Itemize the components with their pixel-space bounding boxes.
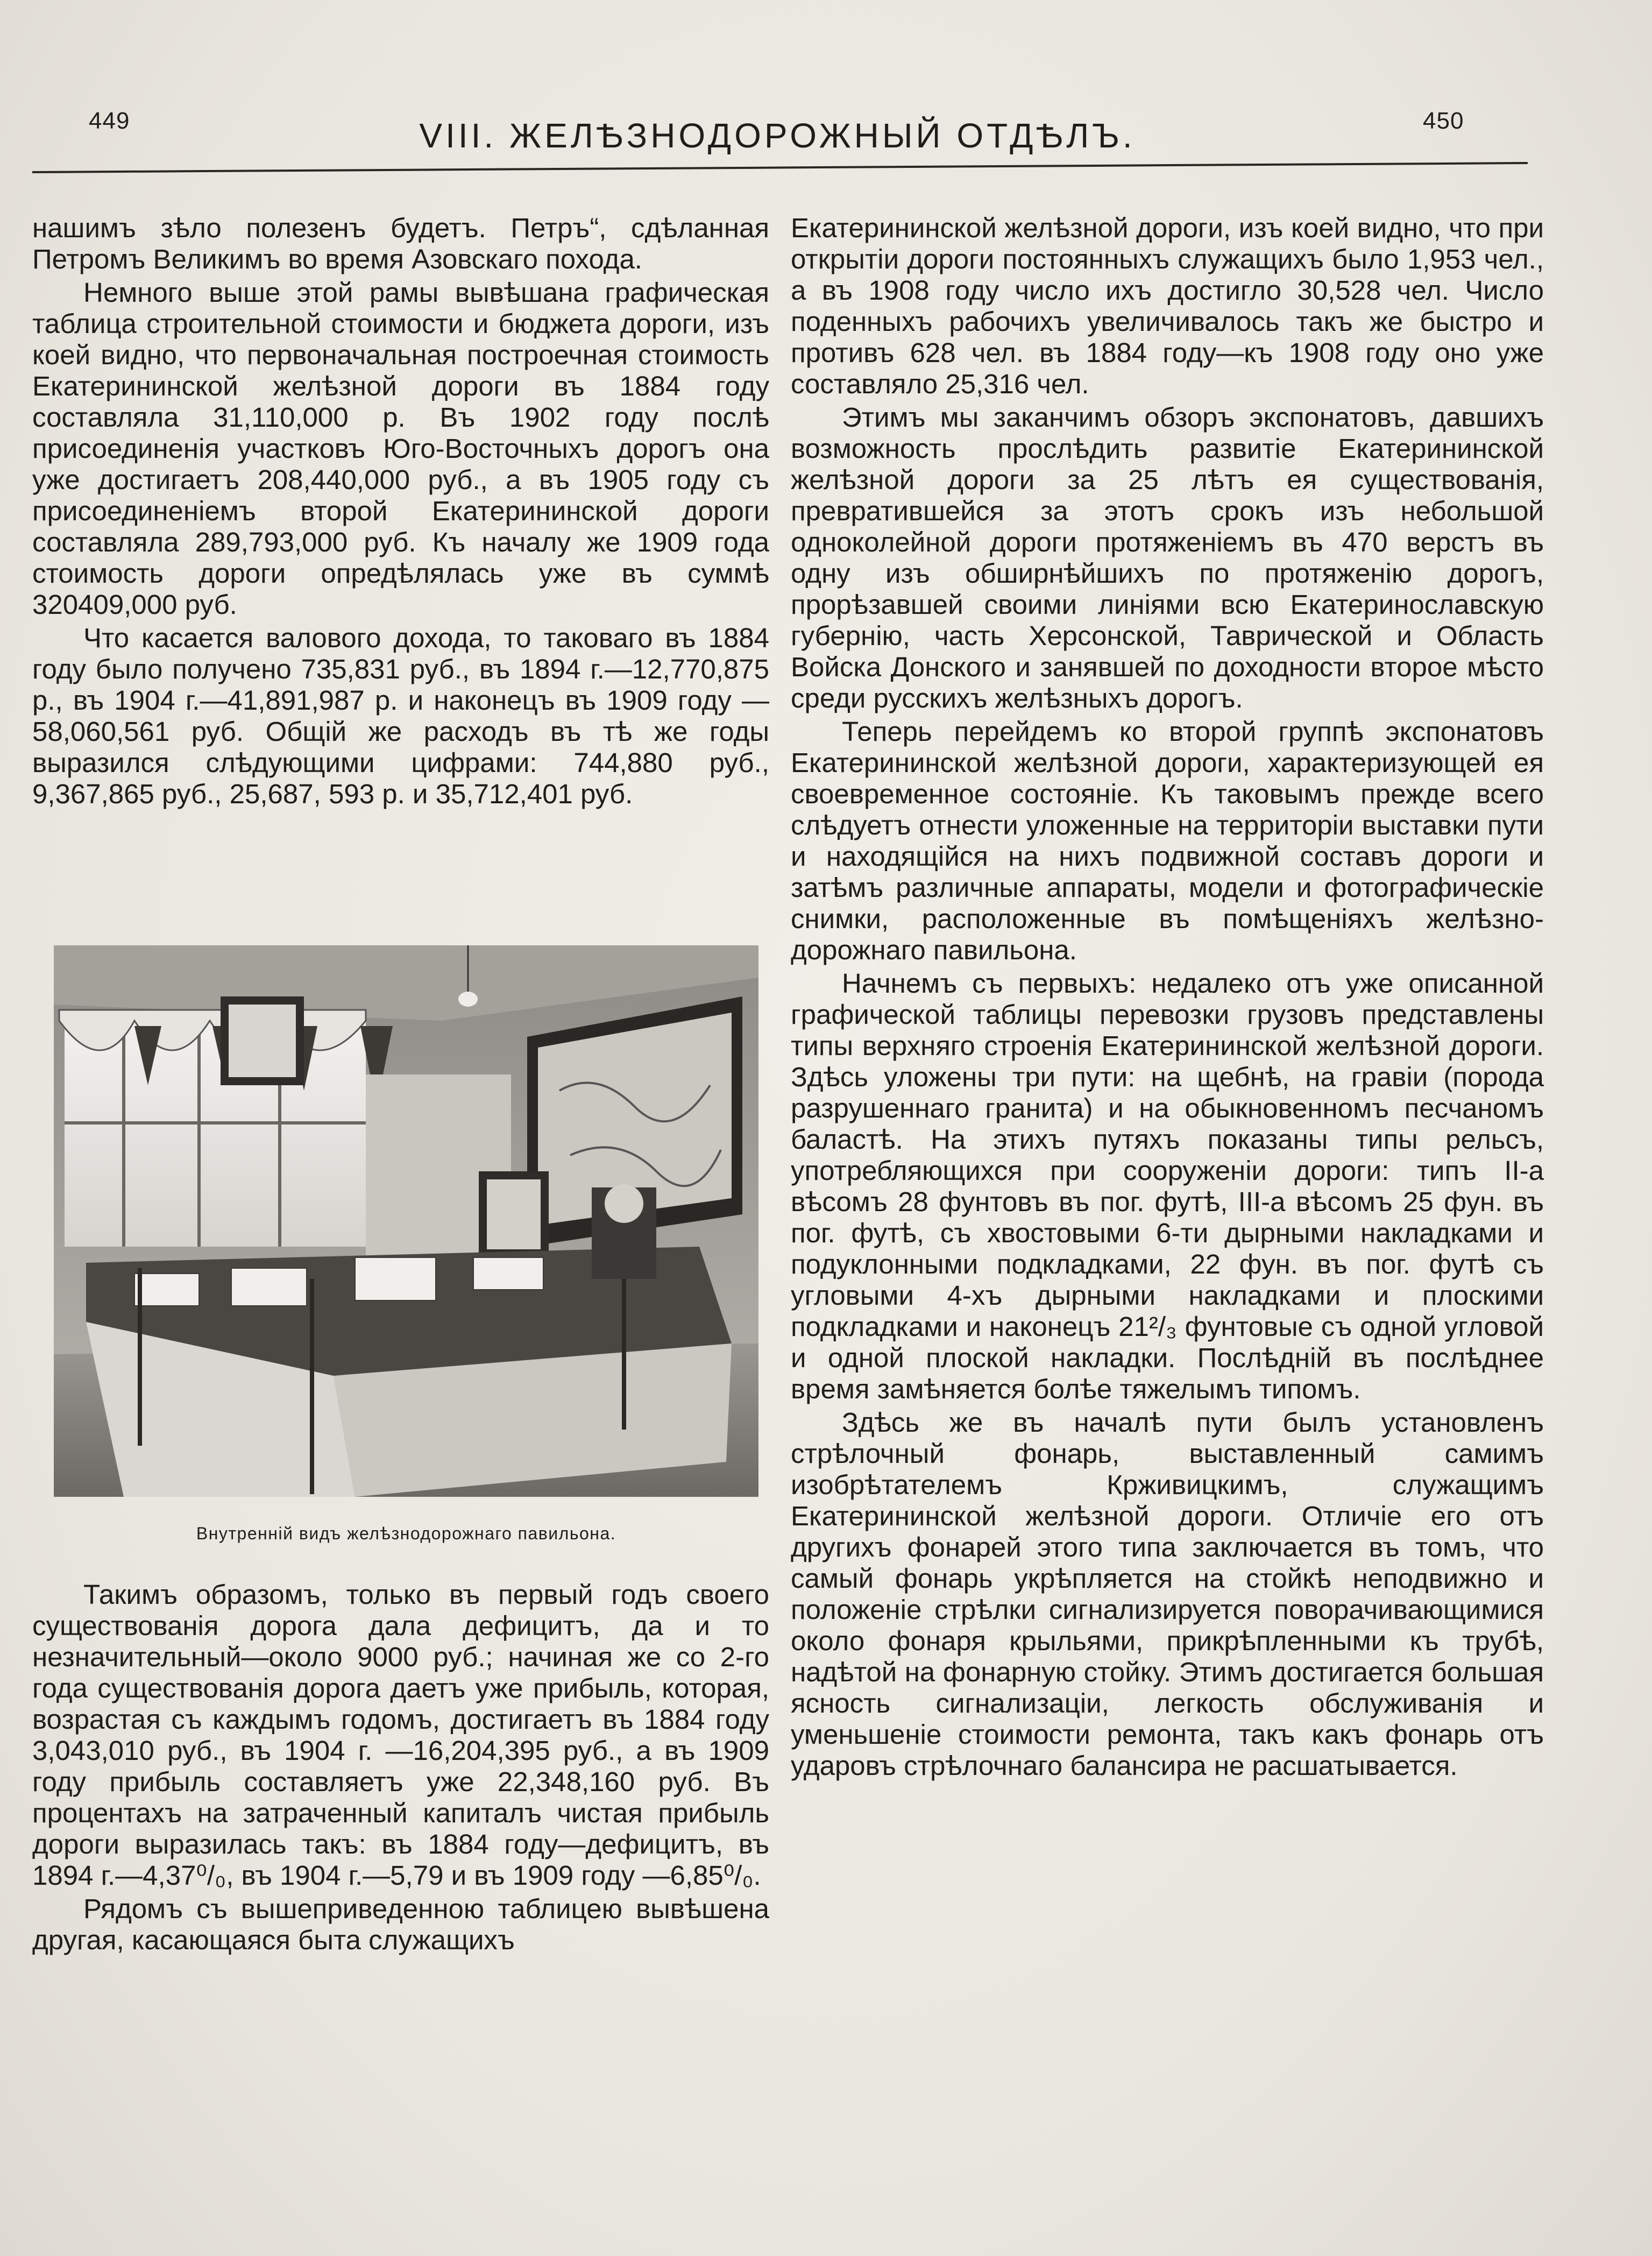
page-number-left: 449: [89, 108, 130, 134]
page-number-right: 450: [1423, 108, 1464, 134]
figure-caption: Внутренній видъ желѣзнодорожнаго павильона.: [196, 1524, 616, 1543]
paragraph: Здѣсь же въ началѣ пути былъ установленъ стрѣлочный фонарь, выставленный самимъ изобрѣтателемъ Крживицкимъ, служащимъ Екатерининской желѣзной дороги. Отличіе его отъ другихъ фонарей этого типа заключается въ томъ, что самый фонарь укрѣпляется на стойкѣ неподвижно и положеніе стрѣлки сигнализируется поворачивающимися около фонаря крыльями, прикрѣпленными къ трубѣ, надѣтой на фонарную стойку. Этимъ достигается большая ясность сигнализаціи, легкость обслуживанія и уменьшеніе стоимости ремонта, такъ какъ фонарь отъ ударовъ стрѣлочнаго балансира не расшатывается.: [791, 1407, 1544, 1781]
paragraph: Этимъ мы заканчимъ обзоръ экспонатовъ, давшихъ возможность прослѣдить развитіе Екатерининской желѣзной дороги за 25 лѣтъ ея существованія, превратившейся за этотъ срокъ изъ небольшой одноколейной дороги протяженіемъ въ 470 верстъ въ одну изъ обширнѣйшихъ по протяженію дорогъ, прорѣзавшей своими линіями всю Екатеринославскую губернію, часть Херсонской, Таврической и Область Войска Донского и занявшей по доходности второе мѣсто среди русскихъ желѣзныхъ дорогъ.: [791, 402, 1544, 713]
paragraph: Что касается валового дохода, то таковаго въ 1884 году было получено 735,831 руб., въ 1894 г.—12,770,875 р., въ 1904 г.—41,891,987 р. и наконецъ въ 1909 году — 58,060,561 руб. Общій же расходъ въ тѣ же годы выразился слѣдующими цифрами: 744,880 руб., 9,367,865 руб., 25,687, 593 р. и 35,712,401 руб.: [32, 623, 769, 809]
right-column: [791, 213, 1544, 2053]
paragraph: нашимъ зѣло полезенъ будетъ. Петръ“, сдѣланная Петромъ Великимъ во время Азовскаго похода.: [32, 213, 769, 274]
paragraph: Теперь перейдемъ ко второй группѣ экспонатовъ Екатерининской желѣзной дороги, характеризующей ея своевременное состояніе. Къ таковымъ прежде всего слѣдуетъ отнести уложенные на территоріи выставки пути и находящійся на нихъ подвижной составъ дороги и затѣмъ различные аппараты, модели и фотографическіе снимки, расположенные въ помѣщеніяхъ желѣзно-дорожнаго павильона.: [791, 716, 1544, 965]
left-column-bottom: [32, 1579, 769, 2063]
paragraph: Немного выше этой рамы вывѣшана графическая таблица строительной стоимости и бюджета дороги, изъ коей видно, что первоначальная построечная стоимость Екатерининской желѣзной дороги въ 1884 году составляла 31,110,000 р. Въ 1902 году послѣ присоединенія участковъ Юго-Восточныхъ дорогъ она уже достигаетъ 208,440,000 руб., а въ 1905 году съ присоединеніемъ второй Екатерининской дороги составляла 289,793,000 руб. Къ началу же 1909 года стоимость дороги опредѣлялась уже въ суммѣ 320409,000 руб.: [32, 277, 769, 620]
left-column-top: [32, 213, 769, 907]
header-rule: [32, 162, 1528, 173]
pavilion-photograph: [54, 945, 758, 1497]
photo-illustration: [54, 945, 758, 1497]
paragraph: Екатерининской желѣзной дороги, изъ коей видно, что при открытіи дороги постоянныхъ служащихъ было 1,953 чел., а въ 1908 году число ихъ достигло 30,528 чел. Число поденныхъ рабочихъ увеличивалось такъ же быстро и противъ 628 чел. въ 1884 году—къ 1908 году оно уже составляло 25,316 чел.: [791, 213, 1544, 399]
paragraph: Такимъ образомъ, только въ первый годъ своего существованія дорога дала дефицитъ, да и то незначительный—около 9000 руб.; начиная же со 2-го года существованія дорога даетъ уже прибыль, которая, возрастая съ каждымъ годомъ, достигаетъ въ 1884 году 3,043,010 руб., въ 1904 г. —16,204,395 руб., а въ 1909 году прибыль составляетъ уже 22,348,160 руб. Въ процентахъ на затраченный капиталъ чистая прибыль дороги выразилась такъ: въ 1884 году—дефицитъ, въ 1894 г.—4,37⁰/₀, въ 1904 г.—5,79 и въ 1909 году —6,85⁰/₀.: [32, 1579, 769, 1891]
chapter-title: VIII. ЖЕЛѢЗНОДОРОЖНЫЙ ОТДѢЛЪ.: [419, 116, 1136, 155]
paragraph: Начнемъ съ первыхъ: недалеко отъ уже описанной графической таблицы перевозки грузовъ представлены типы верхняго строенія Екатерининской желѣзной дороги. Здѣсь уложены три пути: на щебнѣ, на гравіи (порода разрушеннаго гранита) и на обыкновенномъ песчаномъ баластѣ. На этихъ путяхъ показаны типы рельсъ, употребляющихся при сооруженіи дороги: типъ II-а вѣсомъ 28 фунтовъ въ пог. футѣ, III-а вѣсомъ 25 фун. въ пог. футѣ, съ хвостовыми 6-ти дырными накладками и подуклонными подкладками, 22 фун. въ пог. футѣ съ угловыми 4-хъ дырными накладками и плоскими подкладками и наконецъ 21²/₃ фунтовые съ одной угловой и одной плоской накладки. Послѣдній въ послѣднее время замѣняется болѣе тяжелымъ типомъ.: [791, 968, 1544, 1404]
paragraph: Рядомъ съ вышеприведенною таблицею вывѣшена другая, касающаяся быта служащихъ: [32, 1893, 769, 1955]
